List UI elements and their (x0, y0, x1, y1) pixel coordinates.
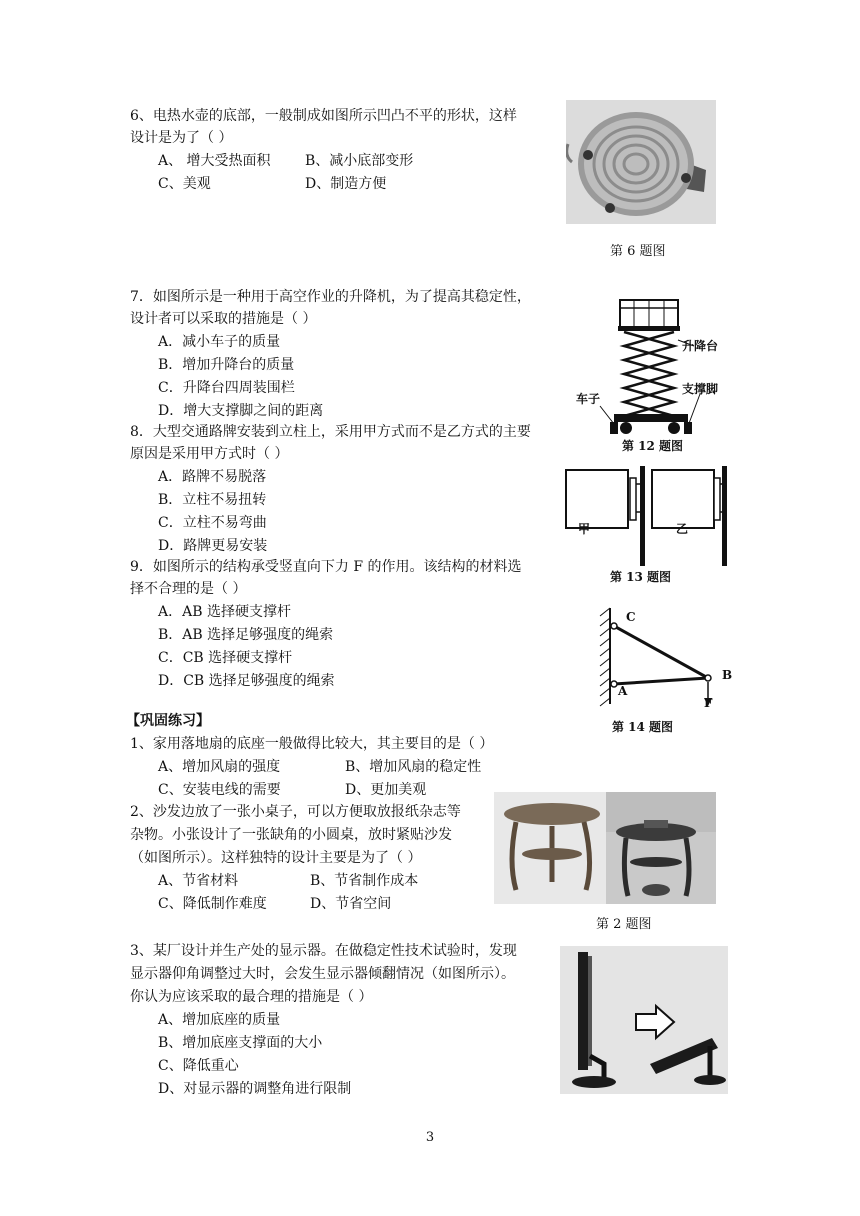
road-sign-yi-label: 乙 (676, 522, 689, 536)
p2-option-b: B、节省制作成本 (310, 873, 419, 889)
notched-table-photo (494, 792, 716, 904)
p1-option-d: D、更加美观 (345, 782, 427, 798)
q9-option-d: D．CB 选择足够强度的绳索 (158, 673, 335, 689)
q7-stem-line1: 7．如图所示是一种用于高空作业的升降机，为了提高其稳定性， (130, 289, 531, 305)
p3-stem-line2: 显示器仰角调整过大时，会发生显示器倾翻情况（如图所示）。 (130, 966, 515, 982)
q8-option-d: D．路牌更易安装 (158, 538, 268, 554)
q9-stem-line2: 择不合理的是（ ） (130, 581, 247, 597)
q9-option-a: A．AB 选择硬支撑杆 (158, 604, 291, 620)
p3-stem-line3: 你认为应该采取的最合理的措施是（ ） (130, 989, 373, 1005)
q7-figure-caption: 第 12 题图 (622, 439, 684, 453)
q6-stem-line2: 设计是为了（ ） (130, 130, 233, 146)
truss-point-b-label: B (722, 668, 733, 682)
truss-structure-figure (596, 604, 736, 714)
q6-stem-line1: 6、电热水壶的底部，一般制成如图所示凹凸不平的形状，这样 (130, 108, 517, 124)
q8-option-b: B．立柱不易扭转 (158, 492, 267, 508)
q7-option-a: A．减小车子的质量 (158, 334, 281, 350)
p3-option-a: A、增加底座的质量 (158, 1012, 281, 1028)
q6-option-a: A、 增大受热面积 (158, 153, 271, 169)
monitor-tipping-photo (560, 946, 728, 1094)
q8-option-a: A．路牌不易脱落 (158, 469, 267, 485)
p3-stem-line1: 3、某厂设计并生产处的显示器。在做稳定性技术试验时，发现 (130, 943, 517, 959)
p1-option-a: A、增加风扇的强度 (158, 759, 281, 775)
road-sign-figure (560, 460, 740, 570)
q9-stem-line1: 9．如图所示的结构承受竖直向下力 F 的作用。该结构的材料选 (130, 559, 522, 575)
kettle-bottom-photo (566, 100, 716, 224)
q9-option-b: B．AB 选择足够强度的绳索 (158, 627, 334, 643)
page-number: 3 (425, 1130, 435, 1145)
lift-platform-label: 升降台 (682, 339, 719, 353)
q8-stem-line2: 原因是采用甲方式时（ ） (130, 446, 289, 462)
p3-option-b: B、增加底座支撑面的大小 (158, 1035, 323, 1051)
q6-figure-caption: 第 6 题图 (610, 244, 666, 259)
p1-option-b: B、增加风扇的稳定性 (345, 759, 482, 775)
p2-stem-line2: 杂物。小张设计了一张缺角的小圆桌，放时紧贴沙发 (130, 827, 452, 843)
lift-car-label: 车子 (576, 392, 601, 406)
q8-stem-line1: 8．大型交通路牌安装到立柱上，采用甲方式而不是乙方式的主要 (130, 424, 531, 440)
q7-option-b: B．增加升降台的质量 (158, 357, 295, 373)
q7-option-d: D．增大支撑脚之间的距离 (158, 403, 324, 419)
p2-stem-line3: （如图所示）。这样独特的设计主要是为了（ ） (130, 850, 422, 866)
p3-option-d: D、对显示器的调整角进行限制 (158, 1081, 352, 1097)
truss-force-f-label: F (704, 696, 713, 710)
q8-option-c: C．立柱不易弯曲 (158, 515, 267, 531)
q8-figure-caption: 第 13 题图 (610, 570, 672, 584)
q6-option-d: D、制造方便 (305, 176, 387, 192)
truss-point-a-label: A (618, 684, 628, 698)
q9-option-c: C．CB 选择硬支撑杆 (158, 650, 293, 666)
p1-stem-line1: 1、家用落地扇的底座一般做得比较大，其主要目的是（ ） (130, 736, 494, 752)
p2-option-a: A、节省材料 (158, 873, 239, 889)
p2-option-c: C、降低制作难度 (158, 896, 267, 912)
lift-machine-figure (574, 290, 744, 452)
p2-option-d: D、节省空间 (310, 896, 392, 912)
p1-option-c: C、安装电线的需要 (158, 782, 281, 798)
truss-point-c-label: C (626, 610, 636, 624)
p2-stem-line1: 2、沙发边放了一张小桌子，可以方便取放报纸杂志等 (130, 804, 461, 820)
q6-option-b: B、减小底部变形 (305, 153, 414, 169)
lift-support-label: 支撑脚 (682, 382, 719, 396)
road-sign-jia-label: 甲 (578, 522, 591, 536)
section-title: 【巩固练习】 (126, 713, 210, 729)
p3-option-c: C、降低重心 (158, 1058, 239, 1074)
q7-option-c: C．升降台四周装围栏 (158, 380, 295, 396)
p2-figure-caption: 第 2 题图 (596, 917, 652, 932)
q6-option-c: C、美观 (158, 176, 211, 192)
q7-stem-line2: 设计者可以采取的措施是（ ） (130, 311, 317, 327)
q9-figure-caption: 第 14 题图 (612, 720, 674, 734)
